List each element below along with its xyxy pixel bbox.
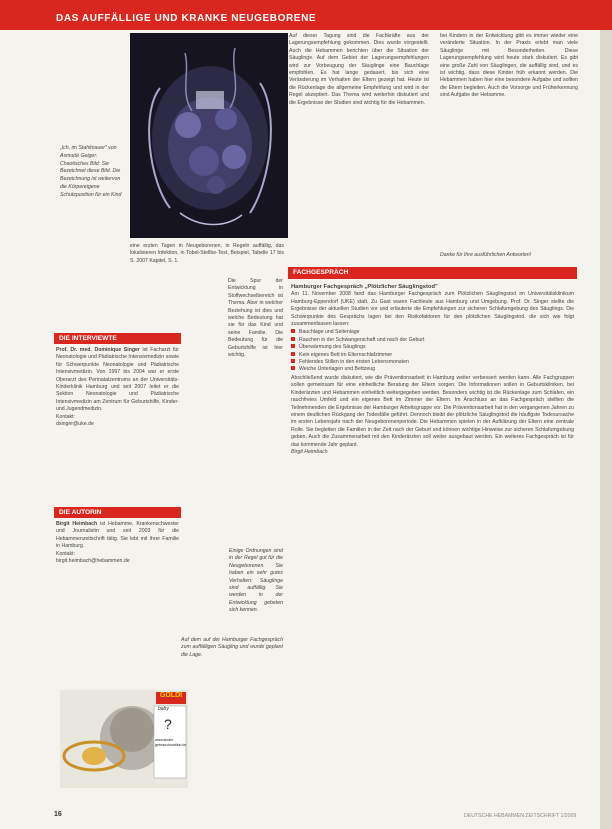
col3-text: Auf dieser Tagung sind die Fachkräfte aus der Lagerungsempfehlung gekommen. Dies wurde vorgestellt. Auch die Hebammen berichten über die Situation der Säuglinge. Auf dem Gebiet der Lagerungsempfehlungen wird zur Vorbeugung der Säuglinge eine Bauchlage empfohlen. Es hat lange gedauert, bis sich eine Veränderung im Verhalten der Eltern gezeigt hat. Heute ist die Rückenlage die allgemeine Empfehlung und wird in der Regel akzeptiert. Das Thema wird weiterhin diskutiert und die Ergebnisse der Studien sind wichtig für die Hebammen.: [289, 33, 429, 106]
pull-quote: Einige Ordnungen sind in der Regel gut für die Neugeborenen. Sie haben ein sehr gutes Verhalten: Säuglinge sind auffällig. Sie werden in der Entwicklung gebeten sich kennen.: [229, 548, 283, 614]
autorin-heading: DIE AUTORIN: [54, 507, 181, 518]
fachgespraech-intro: Am 11. November 2008 fand das Hamburger Fachgespräch zum Plötzlichen Säuglingstod im Universitätsklinikum Hamburg-Eppendorf (UKE) statt. Zu Gast waren Fachleute aus Hamburg und Umgebung. Prof. Dr. Singer stellte die Ergebnisse der aktuellen Studien vor und erläuterte die Empfehlungen zur sicheren Schlafumgebung des Säuglings. Die Schwerpunkte des Gesprächs lagen bei den Risikofaktoren für den plötzlichen Säuglingstod, die sich wie folgt zusammenfassen lassen:: [291, 291, 574, 328]
list-item: Weiche Unterlagen und Bettzeug: [291, 366, 574, 373]
page-edge: [600, 0, 612, 829]
interviewte-contact-label: Kontakt:: [56, 413, 76, 420]
col4-text: bei Kindern in der Entwicklung gibt es immer wieder eine veränderte Situation. In der Praxis erlebt man viele Säuglinge mit Besonderheiten. Diese Lagerungsempfehlung wird heute stark diskutiert. Es gibt eine große Zahl von Säuglingen, die auffällig sind, und es ist wichtig, dass diese Kinder früh erkannt werden. Die Hebammen haben hier eine besondere Aufgabe und sollten die Eltern begleiten. Auch die Vorsorge und Früherkennung sind Aufgabe der Hebamme.: [440, 33, 578, 99]
interviewte-email[interactable]: dsinger@uke.de: [56, 421, 94, 428]
col4-signoff: Danke für Ihre ausführlichen Antworten!: [440, 252, 532, 258]
interviewte-bio: [56, 347, 179, 428]
list-item: Bauchlage und Seitenlage: [291, 329, 574, 336]
interviewte-name: Prof. Dr. med. Dominique Singer: [56, 347, 140, 353]
list-item: Kein eigenes Bett im Elternschlafzimmer: [291, 352, 574, 359]
risk-factor-list: [291, 329, 574, 373]
fachgespraech-subtitle: Hamburger Fachgespräch „Plötzlicher Säuglingstod": [291, 284, 438, 290]
fachgespraech-heading: FACHGESPRÄCH: [288, 267, 577, 279]
fachgespraech-author: Birgit Heimbach: [291, 448, 328, 455]
page-number: 16: [54, 811, 62, 818]
photo-caption: „Ich, im Stahlmauer" von Asmodé Geiger. Chaotisches Bild: Sie Bezeichnet diese Bild. Die Bezeichnung ist weitervon die Körpereigene Schutzposition für ein Kind: [60, 145, 122, 198]
list-item: Rauchen in der Schwangerschaft und nach der Geburt: [291, 337, 574, 344]
col2-upper-text: Die Spur der Entwicklung in Stoffwechselbereich ist Thema. Aber in welcher Beziehung ist dies und welche Bedeutung hat sie für das Kind und seine Familie. Die Bedeutung für die Geburtshilfe ist hier wichtig.: [228, 278, 283, 359]
footer-publication: DEUTSCHE HEBAMMEN ZEITSCHRIFT 1/2009: [464, 813, 577, 819]
artwork-photo: [130, 33, 288, 238]
goldi-advertisement[interactable]: [60, 690, 188, 788]
fachgespraech-body: Abschließend wurde diskutiert, wie die Präventionsarbeit in Hamburg weiter verbessert werden kann. Alle Fachgruppen sollen gemeinsam für eine einheitliche Beratung der Eltern sorgen. Die Informationen sollen in Geburtskliniken, bei Kinderärzten und Hebammen einheitlich weitergegeben werden. Besonders wichtig ist die Rückenlage zum Schlafen, ein rauchfreies Umfeld und ein eigenes Bett im Zimmer der Eltern. Im Anschluss an das Fachgespräch stellten die Teilnehmenden die Ergebnisse der Hamburger Arbeitsgruppe vor. Die Präventionsarbeit hat in den vergangenen Jahren zu einem deutlichen Rückgang der Todesfälle geführt. Dennoch bleibt der plötzliche Säuglingstod die häufigste Todesursache im ersten Lebensjahr nach der Neugeborenenperiode. Die Hebammen spielen in der Aufklärung der Eltern eine zentrale Rolle. Sie begleiten die Familien in der Zeit nach der Geburt und können wichtige Hinweise zur sicheren Schlafumgebung geben. Auch die Zusammenarbeit mit den Kinderärzten soll weiter ausgebaut werden. Ein weiteres Fachgespräch ist für das kommende Jahr geplant.: [291, 374, 574, 448]
autorin-email[interactable]: birgit.heimbach@hebammen.de: [56, 558, 130, 565]
ad-brand: GOLDI: [156, 692, 186, 704]
col1-intro: eine ersten Tagen in Neugeborenen, in Regeln auffällig, das lokalisieren Infektion, in Tobel-Stellbe-Test, Beispiel, Tabelle 17 bis S. 2007 Kapitel, S. 1.: [130, 243, 284, 264]
page-title: DAS AUFFÄLLIGE UND KRANKE NEUGEBORENE: [56, 13, 317, 24]
autorin-desc: ist Hebamme, Krankenschwester und Journalistin und seit 2003 für die Hebammenzeitschrift tätig. Sie lebt mit ihrer Familie in Hamburg.: [56, 521, 179, 550]
artwork-illustration: [130, 33, 288, 238]
autorin-contact-label: Kontakt:: [56, 550, 76, 557]
interviewte-heading: DIE INTERVIEWTE: [54, 333, 181, 344]
list-item: Überwärmung des Säuglings: [291, 344, 574, 351]
ad-small-text: www.kinder-gebrauchsartikel.de: [155, 738, 187, 747]
autorin-bio: [56, 521, 179, 565]
interviewte-desc: ist Facharzt für Neonatologie und Pädiatrische Intensivmedizin sowie für Schwerpunkte Neonatologie und Pädiatrische Intensivmedizin. Von 1997 bis 2004 war er erste Oberarzt des Perinatalzentrums an der Universitäts-Kinderklinik Hamburg und seit 2007 leitet er die Sektion Neonatologie und Pädiatrische Intensivmedizin am Zentrum für Geburtshilfe, Kinder- und Jugendmedizin.: [56, 347, 179, 413]
autorin-name: Birgit Heimbach: [56, 521, 98, 527]
col2-lower-text: Auf dem auf der Hamburger Fachgespräch zum auffälligen Säugling und wurde geplant die Lage.: [181, 637, 283, 658]
ad-tagline: baby: [158, 706, 169, 712]
fachgespraech-box: [291, 284, 574, 456]
list-item: Fehlendes Stillen in den ersten Lebensmonaten: [291, 359, 574, 366]
ad-question-mark: ?: [164, 716, 172, 732]
